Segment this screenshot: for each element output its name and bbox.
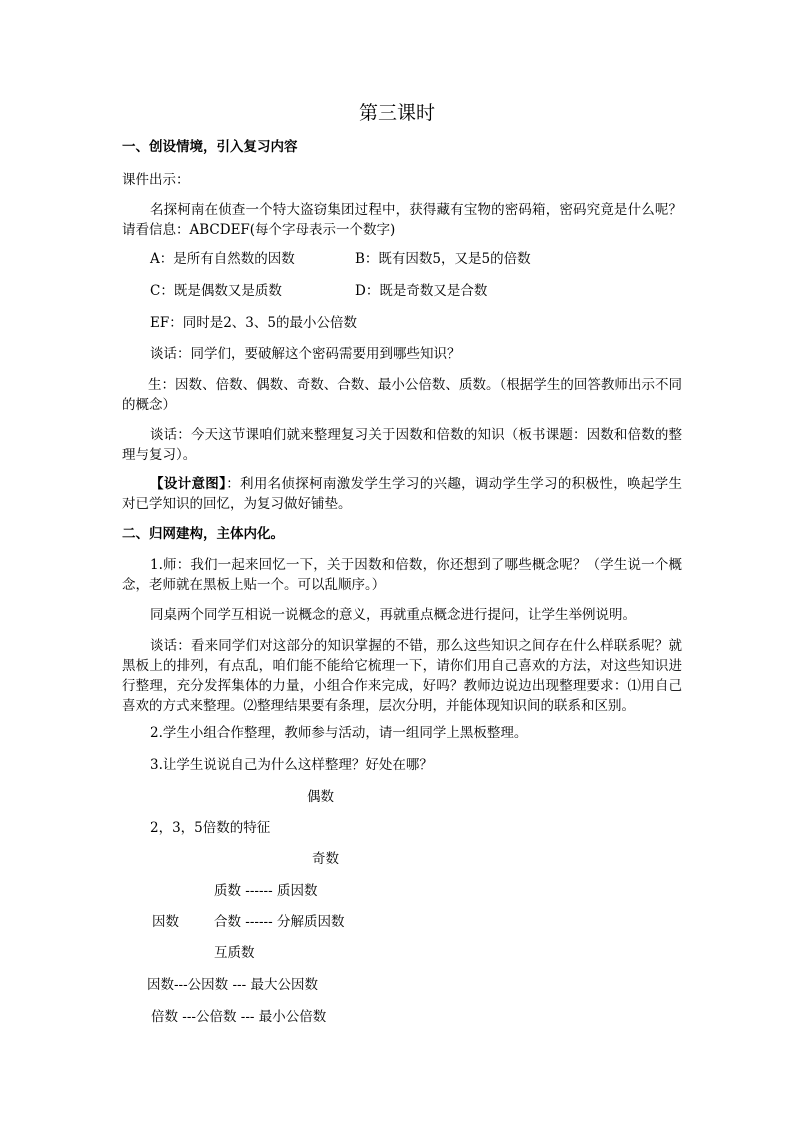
review-paragraph-5: 3.让学生说说自己为什么这样整理？好处在哪？ — [150, 757, 433, 773]
review-paragraph-3: 谈话：看来同学们对这部分的知识掌握的不错，那么这些知识之间存在什么样联系呢？就黑板上的排列，有点乱，咱们能不能给它梳理一下，请你们用自己喜欢的方法，对这些知识进行整理，充分发挥集体的力量，小组合作来完成，好吗？教师边说边出现整理要求：⑴用自己喜欢的方式来整理。⑵整理结果要有条理，层次分明，并能体现知识间的联系和区别。 — [122, 638, 682, 714]
diagram-gongbeishu-line: 倍数 ---公倍数 --- 最小公倍数 — [151, 1009, 327, 1025]
kejian-label: 课件出示： — [122, 172, 190, 188]
diagram-gongyinshu-line: 因数---公因数 --- 最大公因数 — [147, 977, 318, 993]
diagram-jishu: 奇数 — [312, 851, 339, 867]
clue-a: A：是所有自然数的因数 — [150, 251, 295, 267]
diagram-oushu: 偶数 — [307, 789, 334, 805]
design-paragraph — [122, 474, 682, 514]
section2-heading: 二、归网建构，主体内化。 — [122, 526, 284, 542]
diagram-zhishu-line: 质数 ------ 质因数 — [214, 883, 318, 899]
talk1: 谈话：同学们，要破解这个密码需要用到哪些知识？ — [150, 346, 461, 362]
clue-d: D：既是奇数又是合数 — [355, 283, 488, 299]
design-label: 【设计意图】 — [150, 476, 227, 492]
clue-c: C：既是偶数又是质数 — [150, 283, 282, 299]
review-paragraph-4: 2.学生小组合作整理，教师参与活动，请一组同学上黑板整理。 — [150, 725, 528, 741]
section1-heading: 一、创设情境，引入复习内容 — [122, 139, 298, 155]
page-title: 第三课时 — [358, 102, 435, 124]
diagram-heshu-line: 合数 ------ 分解质因数 — [214, 914, 345, 930]
story-paragraph: 名探柯南在侦查一个特大盗窃集团过程中，获得藏有宝物的密码箱，密码究竟是什么呢？请看信息：ABCDEF(每个字母表示一个数字) — [122, 202, 682, 238]
talk2-paragraph: 谈话：今天这节课咱们就来整理复习关于因数和倍数的知识（板书课题：因数和倍数的整理与复习）。 — [122, 427, 682, 463]
clue-ef: EF：同时是2、3、5的最小公倍数 — [150, 315, 357, 331]
diagram-huzhishu: 互质数 — [214, 945, 255, 961]
review-paragraph-1: 1.师：我们一起来回忆一下，关于因数和倍数，你还想到了哪些概念呢？（学生说一个概念，老师就在黑板上贴一个。可以乱顺序。） — [122, 557, 682, 593]
diagram-yinshu: 因数 — [152, 914, 179, 930]
review-paragraph-2: 同桌两个同学互相说一说概念的意义，再就重点概念进行提问，让学生举例说明。 — [150, 607, 636, 623]
diagram-feature: 2，3，5倍数的特征 — [150, 820, 271, 836]
design-text: ：利用名侦探柯南激发学生学习的兴趣，调动学生学习的积极性，唤起学生对已学知识的回忆，为复习做好铺垫。 — [122, 476, 683, 512]
clue-b: B：既有因数5，又是5的倍数 — [355, 251, 531, 267]
student-paragraph: 生：因数、倍数、偶数、奇数、合数、最小公倍数、质数。（根据学生的回答教师出示不同的概念） — [122, 377, 682, 413]
